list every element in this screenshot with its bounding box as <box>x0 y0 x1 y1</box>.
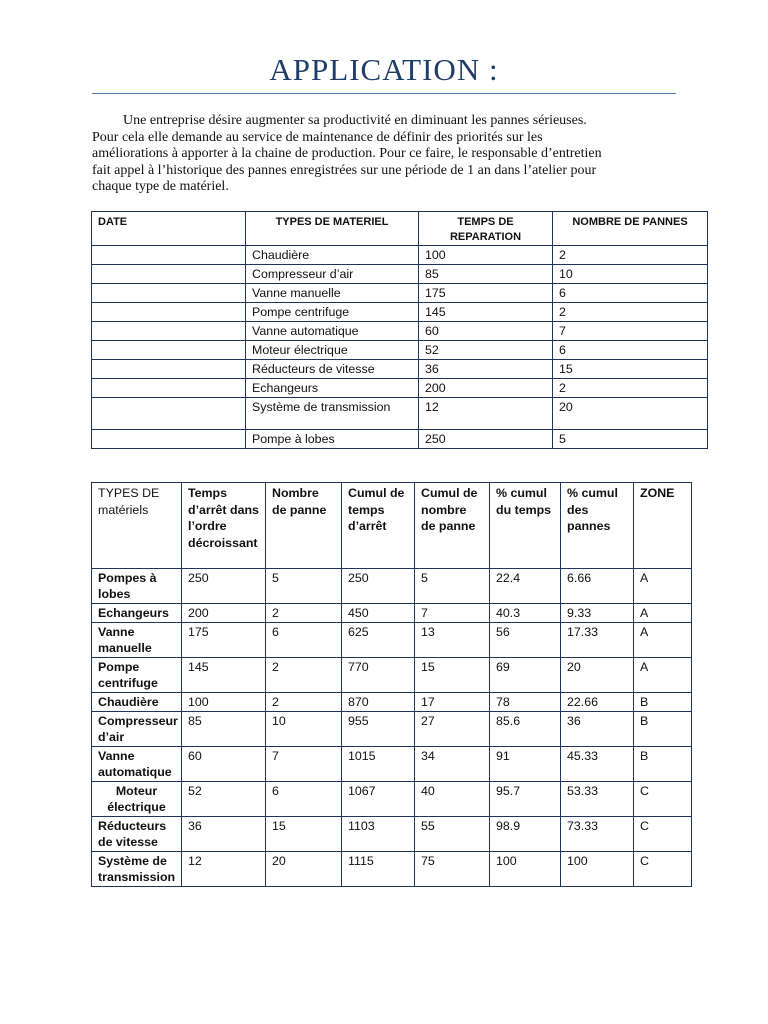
page-title: APPLICATION : <box>269 52 499 87</box>
table-row <box>92 604 692 623</box>
material-type-cell: Pompe à lobes <box>246 430 419 449</box>
failure-count-cell: 6 <box>553 341 708 360</box>
table-row <box>92 623 692 658</box>
header-material-types: TYPES DE matériels <box>92 483 182 569</box>
breakdown-history-table <box>91 211 708 449</box>
zone-cell: C <box>634 782 692 817</box>
material-type-cell: Moteur électrique <box>246 341 419 360</box>
material-type-cell: Réducteurs de vitesse <box>92 817 182 852</box>
pct-failures-cell: 100 <box>561 852 634 887</box>
pct-time-cell: 85.6 <box>490 712 561 747</box>
intro-line-2: Pour cela elle demande au service de maintenance de définir des priorités sur les <box>92 129 543 145</box>
repair-time-cell: 200 <box>419 379 553 398</box>
pct-time-cell: 56 <box>490 623 561 658</box>
pct-time-cell: 40.3 <box>490 604 561 623</box>
table-row <box>92 712 692 747</box>
zone-cell: B <box>634 712 692 747</box>
zone-cell: C <box>634 817 692 852</box>
repair-time-cell: 100 <box>419 246 553 265</box>
table-row <box>92 693 692 712</box>
cumulative-failures-cell: 34 <box>415 747 490 782</box>
pct-time-cell: 69 <box>490 658 561 693</box>
cumulative-failures-cell: 13 <box>415 623 490 658</box>
failure-count-cell: 2 <box>553 246 708 265</box>
failure-count-cell: 6 <box>266 782 342 817</box>
table-row <box>92 658 692 693</box>
failure-count-cell: 15 <box>553 360 708 379</box>
cumulative-downtime-cell: 955 <box>342 712 415 747</box>
pct-failures-cell: 6.66 <box>561 569 634 604</box>
failure-count-cell: 5 <box>553 430 708 449</box>
cumulative-downtime-cell: 625 <box>342 623 415 658</box>
repair-time-cell: 145 <box>419 303 553 322</box>
table-row <box>92 322 708 341</box>
repair-time-cell: 60 <box>419 322 553 341</box>
cumulative-downtime-cell: 1015 <box>342 747 415 782</box>
material-type-cell: Compresseur d’air <box>246 265 419 284</box>
cumulative-downtime-cell: 450 <box>342 604 415 623</box>
pct-time-cell: 78 <box>490 693 561 712</box>
pct-failures-cell: 20 <box>561 658 634 693</box>
date-cell <box>92 430 246 449</box>
material-type-cell: Vanne manuelle <box>246 284 419 303</box>
cumulative-failures-cell: 15 <box>415 658 490 693</box>
failure-count-cell: 2 <box>266 693 342 712</box>
cumulative-failures-cell: 17 <box>415 693 490 712</box>
intro-line-5: chaque type de matériel. <box>92 179 229 195</box>
repair-time-cell: 85 <box>419 265 553 284</box>
table-row <box>92 569 692 604</box>
repair-time-cell: 175 <box>419 284 553 303</box>
header-repair-time: TEMPS DE REPARATION <box>419 212 553 246</box>
cumulative-downtime-cell: 1115 <box>342 852 415 887</box>
table-row <box>92 341 708 360</box>
pct-failures-cell: 53.33 <box>561 782 634 817</box>
downtime-cell: 60 <box>182 747 266 782</box>
header-cumulative-downtime: Cumul de temps d’arrêt <box>342 483 415 569</box>
zone-cell: A <box>634 623 692 658</box>
table-row <box>92 284 708 303</box>
downtime-cell: 36 <box>182 817 266 852</box>
intro-paragraph <box>92 113 682 196</box>
header-failure-count: Nombre de panne <box>266 483 342 569</box>
material-type-cell: Système de transmission <box>246 398 419 430</box>
table-header-row <box>92 483 692 569</box>
table-row <box>92 379 708 398</box>
failure-count-cell: 2 <box>553 303 708 322</box>
pct-failures-cell: 9.33 <box>561 604 634 623</box>
pct-time-cell: 95.7 <box>490 782 561 817</box>
material-type-cell: Moteur électrique <box>92 782 182 817</box>
title-divider <box>92 93 676 94</box>
table-row <box>92 782 692 817</box>
date-cell <box>92 303 246 322</box>
header-date: DATE <box>92 212 246 246</box>
zone-cell: B <box>634 747 692 782</box>
pct-time-cell: 22.4 <box>490 569 561 604</box>
header-material-type: TYPES DE MATERIEL <box>246 212 419 246</box>
failure-count-cell: 10 <box>266 712 342 747</box>
zone-cell: A <box>634 569 692 604</box>
cumulative-failures-cell: 7 <box>415 604 490 623</box>
failure-count-cell: 20 <box>266 852 342 887</box>
intro-line-3: améliorations à apporter à la chaine de production. Pour ce faire, le responsable d’entretien <box>92 146 602 162</box>
table-row <box>92 303 708 322</box>
cumulative-failures-cell: 75 <box>415 852 490 887</box>
downtime-cell: 85 <box>182 712 266 747</box>
cumulative-downtime-cell: 1103 <box>342 817 415 852</box>
material-type-cell: Réducteurs de vitesse <box>246 360 419 379</box>
repair-time-cell: 36 <box>419 360 553 379</box>
failure-count-cell: 2 <box>266 604 342 623</box>
pct-time-cell: 91 <box>490 747 561 782</box>
downtime-cell: 250 <box>182 569 266 604</box>
zone-cell: A <box>634 658 692 693</box>
intro-line-4: fait appel à l’historique des pannes enregistrées sur une période de 1 an dans l’atelier pour <box>92 162 597 178</box>
pct-failures-cell: 73.33 <box>561 817 634 852</box>
material-type-cell: Compresseur d’air <box>92 712 182 747</box>
date-cell <box>92 246 246 265</box>
table-row <box>92 430 708 449</box>
table-row <box>92 817 692 852</box>
downtime-cell: 175 <box>182 623 266 658</box>
header-pct-cumulative-failures: % cumul des pannes <box>561 483 634 569</box>
table-row <box>92 265 708 284</box>
date-cell <box>92 360 246 379</box>
material-type-cell: Vanne manuelle <box>92 623 182 658</box>
failure-count-cell: 6 <box>266 623 342 658</box>
material-type-cell: Pompe centrifuge <box>246 303 419 322</box>
repair-time-cell: 52 <box>419 341 553 360</box>
failure-count-cell: 10 <box>553 265 708 284</box>
downtime-cell: 145 <box>182 658 266 693</box>
pct-failures-cell: 22.66 <box>561 693 634 712</box>
pct-failures-cell: 36 <box>561 712 634 747</box>
failure-count-cell: 5 <box>266 569 342 604</box>
cumulative-downtime-cell: 870 <box>342 693 415 712</box>
table-row <box>92 246 708 265</box>
downtime-cell: 200 <box>182 604 266 623</box>
failure-count-cell: 2 <box>553 379 708 398</box>
date-cell <box>92 379 246 398</box>
failure-count-cell: 6 <box>553 284 708 303</box>
header-pct-cumulative-time: % cumul du temps <box>490 483 561 569</box>
header-zone: ZONE <box>634 483 692 569</box>
downtime-cell: 12 <box>182 852 266 887</box>
pct-time-cell: 98.9 <box>490 817 561 852</box>
table-header-row <box>92 212 708 246</box>
header-cumulative-failures: Cumul de nombre de panne <box>415 483 490 569</box>
pct-time-cell: 100 <box>490 852 561 887</box>
material-type-cell: Vanne automatique <box>246 322 419 341</box>
header-downtime-sorted: Temps d’arrêt dans l’ordre décroissant <box>182 483 266 569</box>
downtime-cell: 52 <box>182 782 266 817</box>
material-type-cell: Chaudière <box>246 246 419 265</box>
material-type-cell: Echangeurs <box>246 379 419 398</box>
cumulative-failures-cell: 40 <box>415 782 490 817</box>
table-row <box>92 747 692 782</box>
cumulative-downtime-cell: 250 <box>342 569 415 604</box>
cumulative-failures-cell: 55 <box>415 817 490 852</box>
failure-count-cell: 15 <box>266 817 342 852</box>
cumulative-downtime-cell: 770 <box>342 658 415 693</box>
table-row <box>92 360 708 379</box>
material-type-cell: Système de transmission <box>92 852 182 887</box>
material-type-cell: Pompe centrifuge <box>92 658 182 693</box>
material-type-cell: Chaudière <box>92 693 182 712</box>
cumulative-failures-cell: 5 <box>415 569 490 604</box>
zone-cell: B <box>634 693 692 712</box>
table-row <box>92 398 708 430</box>
failure-count-cell: 7 <box>553 322 708 341</box>
date-cell <box>92 398 246 430</box>
zone-cell: A <box>634 604 692 623</box>
pct-failures-cell: 17.33 <box>561 623 634 658</box>
repair-time-cell: 12 <box>419 398 553 430</box>
cumulative-downtime-cell: 1067 <box>342 782 415 817</box>
failure-count-cell: 2 <box>266 658 342 693</box>
date-cell <box>92 341 246 360</box>
pct-failures-cell: 45.33 <box>561 747 634 782</box>
downtime-cell: 100 <box>182 693 266 712</box>
date-cell <box>92 284 246 303</box>
header-failure-count: NOMBRE DE PANNES <box>553 212 708 246</box>
repair-time-cell: 250 <box>419 430 553 449</box>
failure-count-cell: 20 <box>553 398 708 430</box>
material-type-cell: Echangeurs <box>92 604 182 623</box>
material-type-cell: Vanne automatique <box>92 747 182 782</box>
pareto-analysis-table <box>91 482 692 887</box>
intro-line-1: Une entreprise désire augmenter sa productivité en diminuant les pannes sérieuses. <box>123 113 587 128</box>
date-cell <box>92 322 246 341</box>
failure-count-cell: 7 <box>266 747 342 782</box>
date-cell <box>92 265 246 284</box>
cumulative-failures-cell: 27 <box>415 712 490 747</box>
table-row <box>92 852 692 887</box>
material-type-cell: Pompes à lobes <box>92 569 182 604</box>
zone-cell: C <box>634 852 692 887</box>
